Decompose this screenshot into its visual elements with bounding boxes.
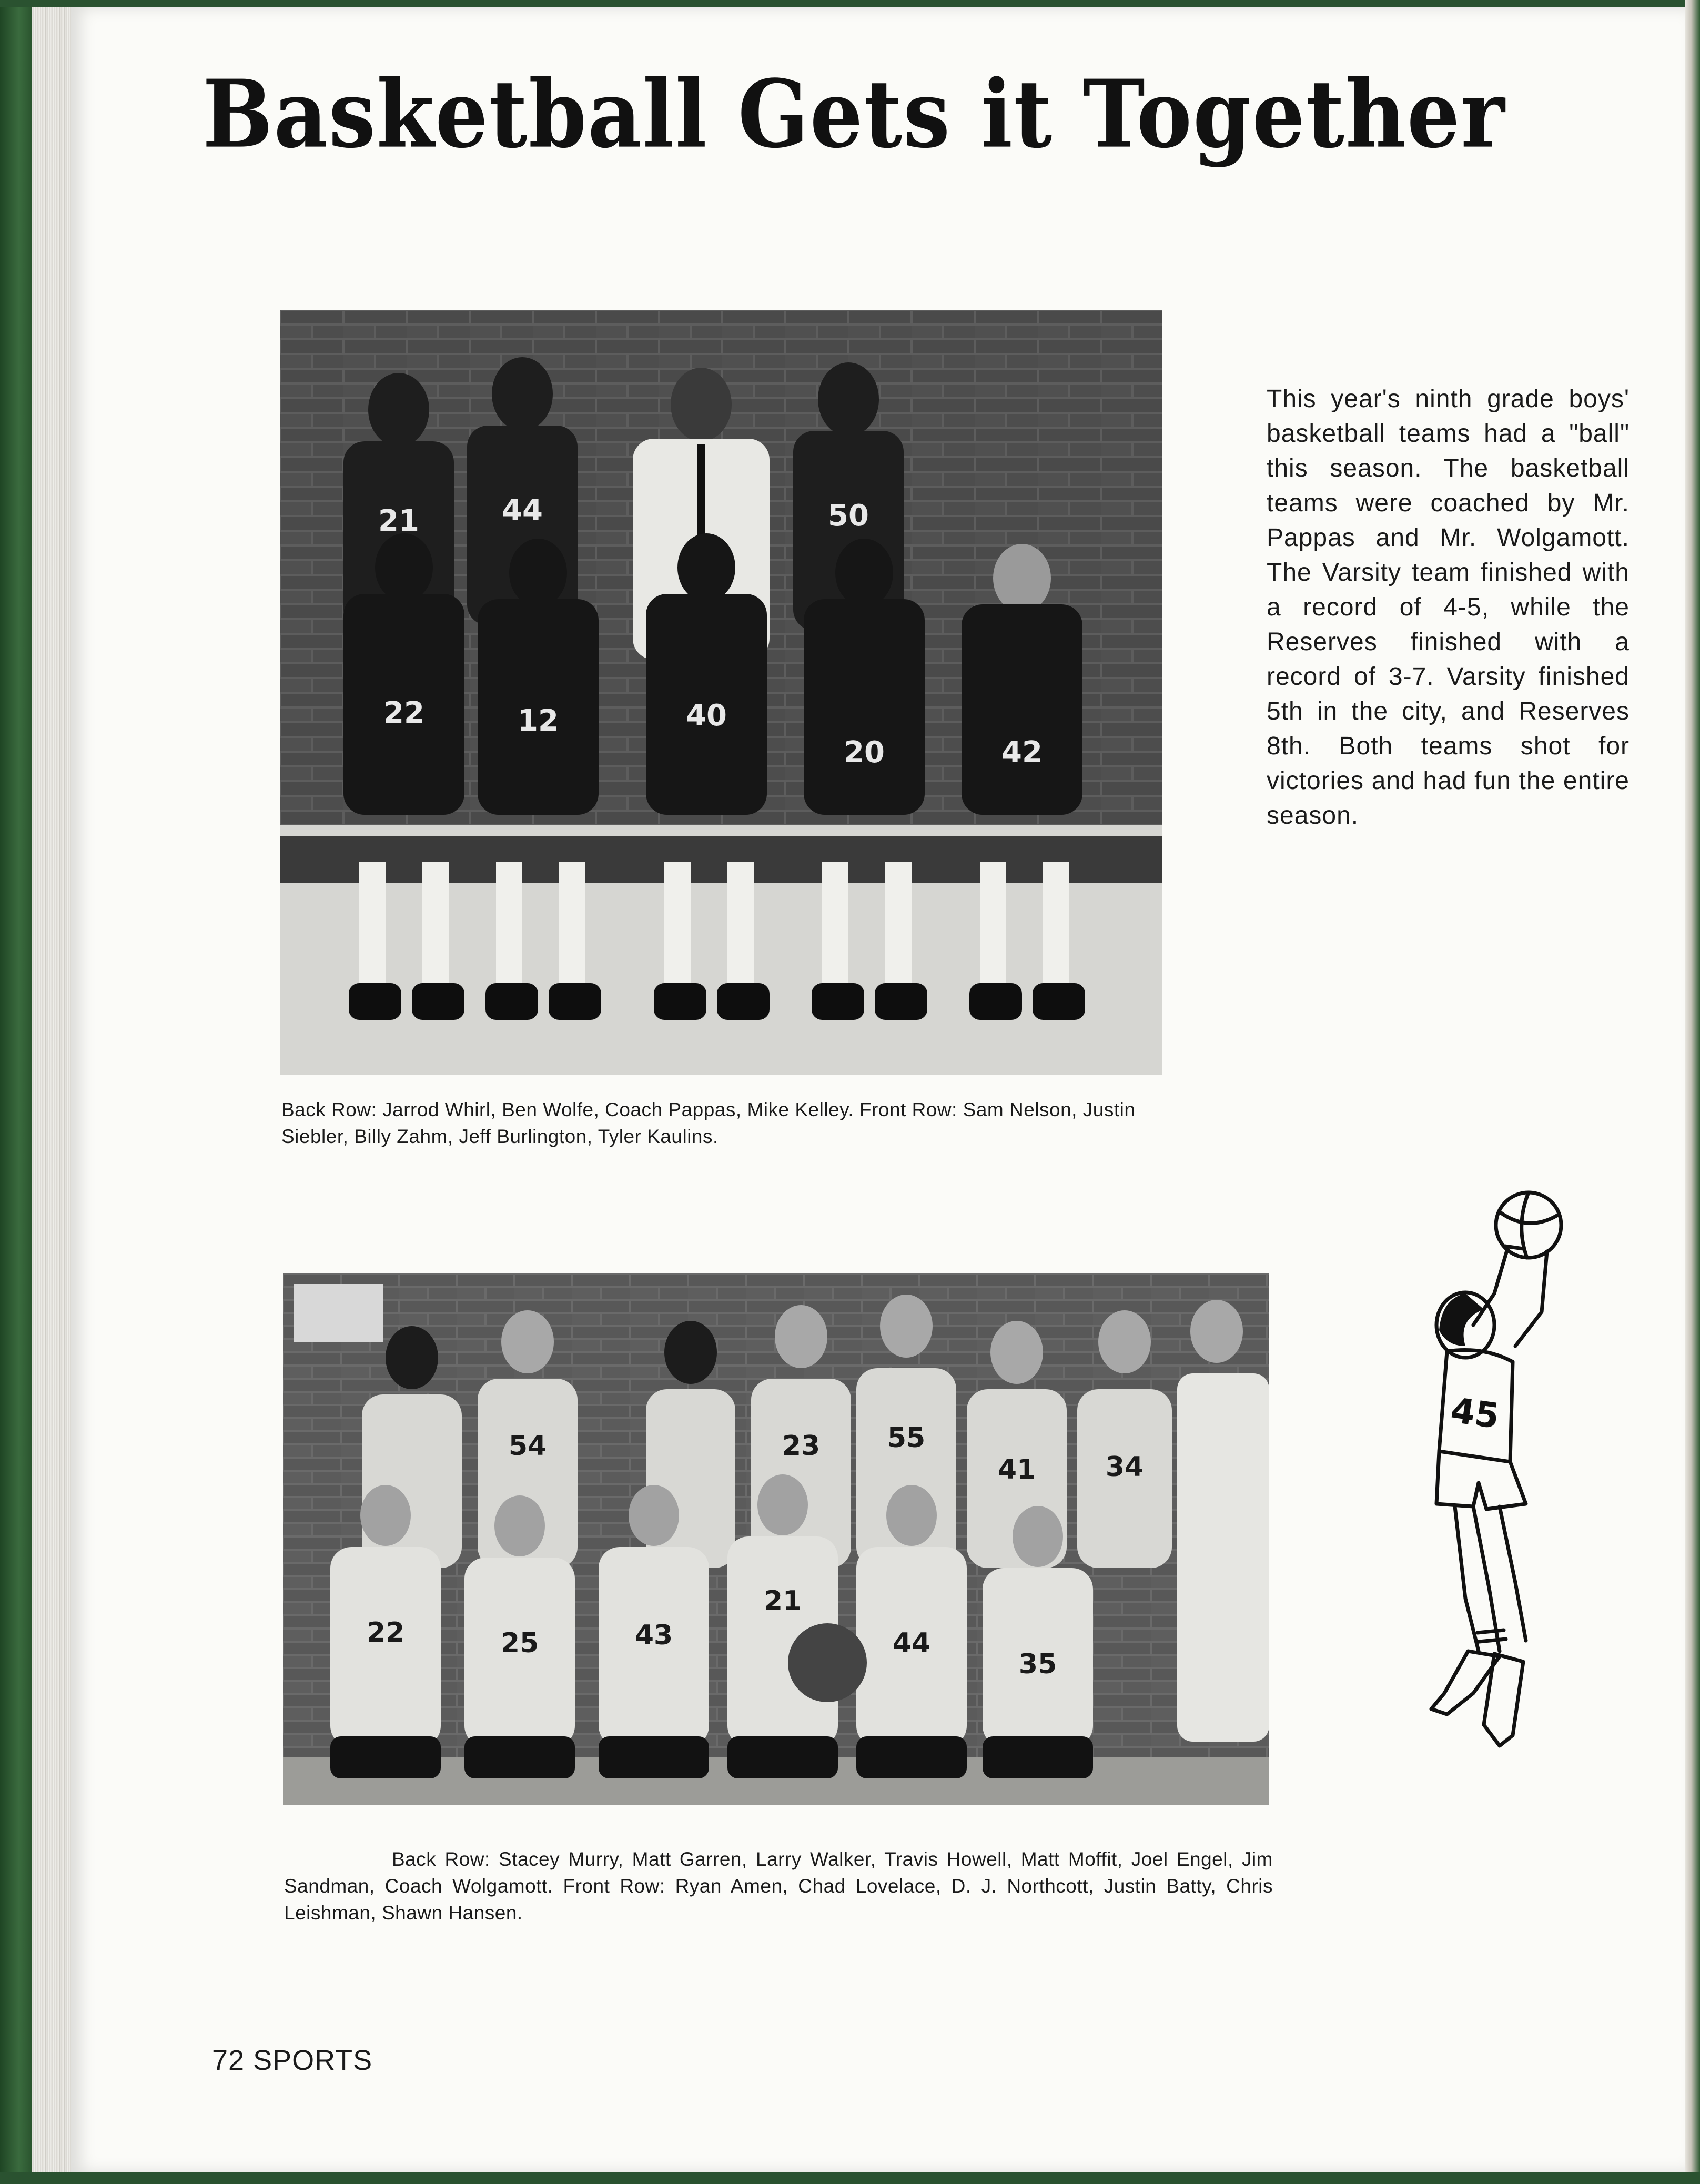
team-photo-varsity-image: [280, 310, 1162, 1075]
jersey-number: 43: [634, 1620, 673, 1651]
jersey-number: 34: [1105, 1451, 1144, 1483]
jersey-number: 44: [892, 1627, 931, 1659]
jersey-number: 54: [508, 1430, 547, 1462]
jersey-number: 45: [1448, 1390, 1502, 1437]
basketball-player-illustration: [1415, 1188, 1594, 1783]
jersey-number: 22: [366, 1617, 405, 1649]
book-cover-top: [0, 0, 1700, 7]
jersey-number: 55: [887, 1422, 926, 1454]
jersey-number: 12: [518, 704, 559, 738]
jersey-number: 21: [763, 1585, 802, 1617]
basketball-player-icon: [1415, 1188, 1594, 1783]
jersey-number: 22: [383, 696, 424, 730]
article-body-text: This year's ninth grade boys' basketball teams had a "ball" this season. The basketball teams were coached by Mr. Pappas and Mr. Wolgamott. The Varsity team finished with a record of 4-5, while the Reserves finished with a record of 3-7. Varsity finished 5th in the city, and Reserves 8th. Both teams shot for victories and had fun the entire season.: [1267, 385, 1630, 830]
photo-caption-varsity: Back Row: Jarrod Whirl, Ben Wolfe, Coach Pappas, Mike Kelley. Front Row: Sam Nelson, Justin Siebler, Billy Zahm, Jeff Burlington, Tyler Kaulins.: [281, 1099, 1136, 1147]
page-stack-edge: [32, 0, 71, 2184]
team-photo-reserves: [283, 1273, 1269, 1805]
book-cover-right: [1685, 0, 1700, 2184]
page-footer: 72 SPORTS: [212, 2045, 373, 2076]
yearbook-page: [71, 7, 1685, 2172]
jersey-number: 35: [1018, 1649, 1057, 1680]
page-title: Basketball Gets it Together: [203, 60, 1506, 169]
jersey-number: 21: [378, 504, 419, 538]
jersey-number: 23: [782, 1430, 821, 1462]
jersey-number: 42: [1001, 735, 1043, 770]
jersey-number: 44: [502, 493, 543, 528]
jersey-number: 25: [500, 1627, 539, 1659]
photo-caption-reserves: Back Row: Stacey Murry, Matt Garren, Larry Walker, Travis Howell, Matt Moffit, Joel Engel, Jim Sandman, Coach Wolgamott. Front Row: Ryan Amen, Chad Lovelace, D. J. Northcott, Justin Batty, Chris Leishman, Shawn Hansen.: [284, 1848, 1273, 1924]
team-photo-varsity: [280, 310, 1162, 1075]
book-cover-bottom: [0, 2172, 1700, 2184]
jersey-number: 20: [844, 735, 885, 770]
jersey-number: 40: [686, 699, 727, 733]
book-cover-left: [0, 0, 32, 2184]
jersey-number: 41: [997, 1454, 1036, 1485]
team-photo-reserves-image: [283, 1273, 1269, 1805]
jersey-number: 50: [828, 499, 869, 533]
